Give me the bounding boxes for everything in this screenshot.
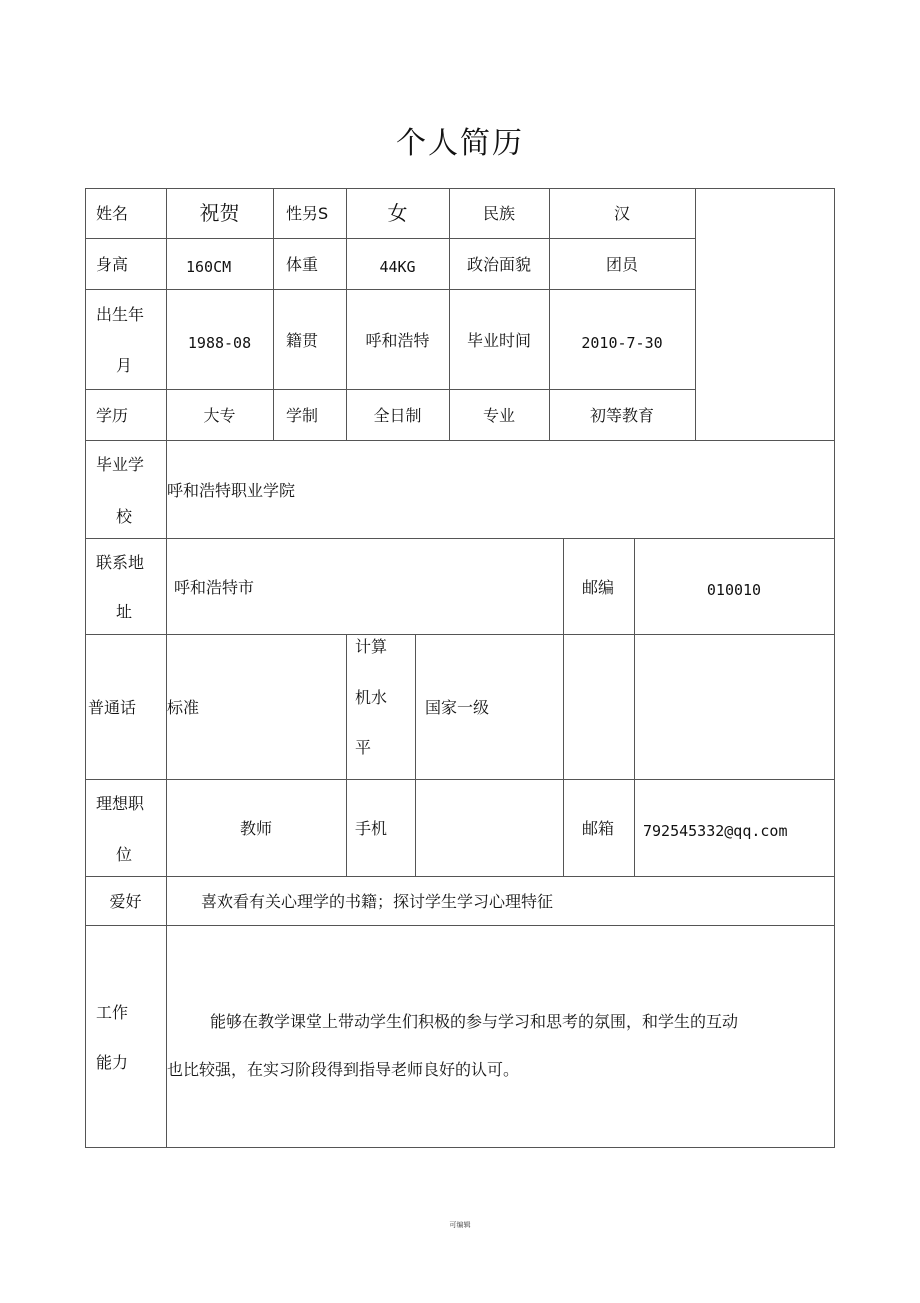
ability-line-2: 也比较强，在实习阶段得到指导老师良好的认可。 [167,1060,520,1079]
grad-time-label: 毕业时间 [466,331,531,350]
grid-line [85,925,835,926]
school-label-cont: 校 [116,507,133,526]
address-value: 呼和浩特市 [174,578,255,597]
grid-line [346,188,347,440]
political-label: 政治面貌 [466,255,531,274]
grid-line [166,188,167,1148]
grad-time-value: 2010-7-30 [581,334,663,352]
native-value: 呼和浩特 [365,331,430,350]
system-label: 学制 [286,406,319,425]
weight-label: 体重 [286,255,319,274]
school-label: 毕业学 [96,455,145,474]
ethnicity-label: 民族 [482,204,515,223]
email-value: 792545332@qq.com [643,822,788,840]
ability-label-cont: 能力 [96,1053,129,1072]
job-label: 理想职 [96,794,145,813]
political-value: 团员 [605,255,638,274]
major-value: 初等教育 [589,406,654,425]
education-label: 学历 [96,406,129,425]
computer-label: 计算 [355,637,388,656]
grid-line [85,1147,835,1148]
grid-line [415,634,416,876]
computer-label-cont2: 平 [355,738,372,757]
name-value: 祝贺 [199,201,240,225]
grid-line [85,188,86,1148]
footer-note: 可编辑 [449,1221,471,1229]
birth-value: 1988-08 [187,334,252,352]
mandarin-value: 标准 [167,698,200,717]
postcode-label: 邮编 [582,578,615,597]
ability-line-1: 能够在教学课堂上带动学生们积极的参与学习和思考的氛围，和学生的互动 [210,1012,739,1031]
grid-line [85,876,835,877]
hobby-label: 爱好 [109,892,142,911]
native-label: 籍贯 [286,331,319,350]
computer-value: 国家一级 [425,698,490,717]
birth-label-cont: 月 [116,356,133,375]
weight-value: 44KG [379,258,416,276]
height-label: 身高 [96,255,129,274]
address-label: 联系地 [96,553,145,572]
mandarin-label: 普通话 [88,698,137,717]
gender-value: 女 [387,201,408,225]
computer-label-cont: 机水 [355,688,388,707]
email-label: 邮箱 [582,819,615,838]
birth-label: 出生年 [96,305,145,324]
phone-label: 手机 [355,819,388,838]
grid-line [85,389,695,390]
page-title: 个人简历 [396,126,524,161]
grid-line [549,188,550,440]
school-value: 呼和浩特职业学院 [167,481,296,500]
grid-line [695,188,696,440]
grid-line [563,538,564,634]
postcode-value: 010010 [706,581,762,599]
grid-line [85,440,835,441]
grid-line [85,289,695,290]
system-value: 全日制 [373,406,422,425]
address-label-cont: 址 [116,602,133,621]
grid-line [346,634,347,876]
gender-label: 性另S [286,204,329,223]
hobby-value: 喜欢看有关心理学的书籍；探讨学生学习心理特征 [201,892,554,911]
grid-line [273,188,274,440]
grid-line [449,188,450,440]
ethnicity-value: 汉 [613,204,630,223]
name-label: 姓名 [96,204,129,223]
grid-line [85,238,695,239]
grid-line [563,634,564,876]
job-value: 教师 [239,819,272,838]
grid-line [85,188,835,189]
height-value: 160CM [186,258,232,276]
job-label-cont: 位 [116,845,133,864]
ability-label: 工作 [96,1003,129,1022]
grid-line [834,188,835,1148]
major-label: 专业 [482,406,515,425]
education-value: 大专 [203,406,236,425]
grid-line [85,779,835,780]
grid-line [634,634,635,876]
grid-line [85,538,835,539]
grid-line [85,634,835,635]
